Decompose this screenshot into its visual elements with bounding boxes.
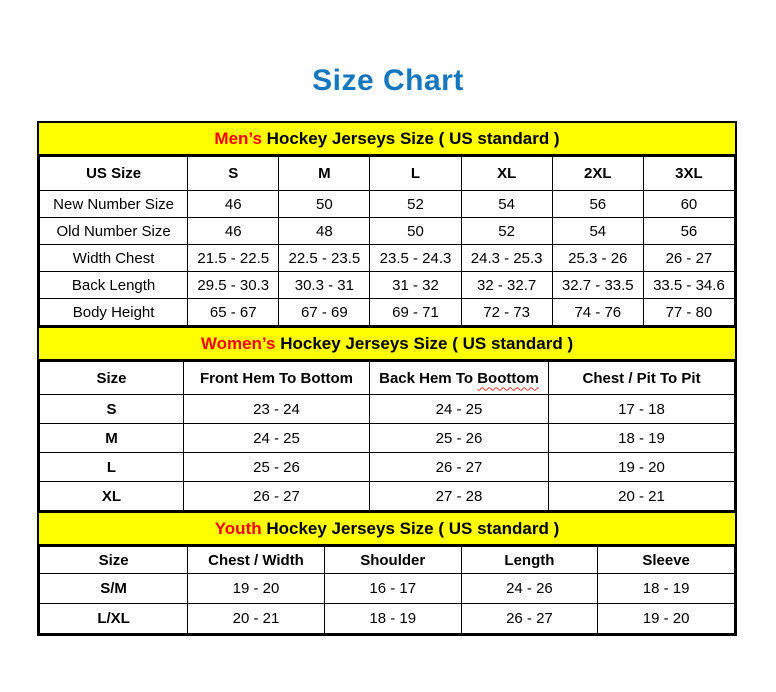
table-row <box>40 191 735 218</box>
cell: 23.5 - 24.3 <box>370 245 461 272</box>
row-label: Back Length <box>40 272 188 299</box>
column-header: Chest / Width <box>188 547 325 574</box>
cell: 19 - 20 <box>598 604 735 634</box>
table-body <box>40 574 735 634</box>
row-label: S/M <box>40 574 188 604</box>
table-row <box>40 299 735 326</box>
cell: 18 - 19 <box>324 604 461 634</box>
heading-text: Hockey Jerseys Size ( US standard ) <box>275 334 574 353</box>
heading-highlight: Men’s <box>214 129 262 148</box>
row-label: L/XL <box>40 604 188 634</box>
column-header: 2XL <box>552 157 643 191</box>
cell: 65 - 67 <box>188 299 279 326</box>
cell: 54 <box>552 218 643 245</box>
cell: 24 - 26 <box>461 574 598 604</box>
section-mens <box>39 123 735 326</box>
table-row <box>40 604 735 634</box>
cell: 20 - 21 <box>188 604 325 634</box>
heading-highlight: Women’s <box>200 334 276 353</box>
column-header: Size <box>40 547 188 574</box>
row-label: M <box>40 424 184 453</box>
column-header: Back Hem To Boottom <box>369 362 548 395</box>
cell: 16 - 17 <box>324 574 461 604</box>
size-chart-tables <box>37 121 737 636</box>
row-label: S <box>40 395 184 424</box>
cell: 48 <box>279 218 370 245</box>
table-body <box>40 191 735 326</box>
row-label: XL <box>40 482 184 511</box>
cell: 72 - 73 <box>461 299 552 326</box>
cell: 60 <box>643 191 734 218</box>
table-mens <box>39 156 735 326</box>
cell: 26 - 27 <box>643 245 734 272</box>
cell: 31 - 32 <box>370 272 461 299</box>
column-header: L <box>370 157 461 191</box>
cell: 25 - 26 <box>369 424 548 453</box>
cell: 32 - 32.7 <box>461 272 552 299</box>
cell: 26 - 27 <box>461 604 598 634</box>
cell: 30.3 - 31 <box>279 272 370 299</box>
heading-text: Hockey Jerseys Size ( US standard ) <box>261 519 560 538</box>
row-label: Body Height <box>40 299 188 326</box>
cell: 27 - 28 <box>369 482 548 511</box>
cell: 18 - 19 <box>549 424 735 453</box>
cell: 26 - 27 <box>369 453 548 482</box>
page-title: Size Chart <box>312 64 464 97</box>
row-label: Width Chest <box>40 245 188 272</box>
table-row <box>40 218 735 245</box>
cell: 52 <box>370 191 461 218</box>
table-youth <box>39 546 735 634</box>
column-header: Shoulder <box>324 547 461 574</box>
cell: 54 <box>461 191 552 218</box>
table-header-row <box>40 157 735 191</box>
header-row <box>40 362 735 395</box>
cell: 17 - 18 <box>549 395 735 424</box>
cell: 46 <box>188 218 279 245</box>
column-header: Front Hem To Bottom <box>184 362 370 395</box>
table-header-row <box>40 362 735 395</box>
cell: 19 - 20 <box>188 574 325 604</box>
cell: 25 - 26 <box>184 453 370 482</box>
cell: 74 - 76 <box>552 299 643 326</box>
header-row <box>40 157 735 191</box>
cell: 29.5 - 30.3 <box>188 272 279 299</box>
table-womens <box>39 361 735 511</box>
table-row <box>40 245 735 272</box>
table-row <box>40 395 735 424</box>
table-row <box>40 574 735 604</box>
header-row <box>40 547 735 574</box>
column-header: Length <box>461 547 598 574</box>
cell: 20 - 21 <box>549 482 735 511</box>
heading-text: Hockey Jerseys Size ( US standard ) <box>261 129 560 148</box>
column-header: Size <box>40 362 184 395</box>
cell: 26 - 27 <box>184 482 370 511</box>
table-row <box>40 272 735 299</box>
cell: 56 <box>552 191 643 218</box>
cell: 69 - 71 <box>370 299 461 326</box>
column-header: M <box>279 157 370 191</box>
cell: 33.5 - 34.6 <box>643 272 734 299</box>
cell: 50 <box>370 218 461 245</box>
column-header: 3XL <box>643 157 734 191</box>
table-header-row <box>40 547 735 574</box>
cell: 19 - 20 <box>549 453 735 482</box>
section-womens <box>39 326 735 511</box>
row-label: Old Number Size <box>40 218 188 245</box>
cell: 32.7 - 33.5 <box>552 272 643 299</box>
column-header: Sleeve <box>598 547 735 574</box>
cell: 24 - 25 <box>369 395 548 424</box>
cell: 67 - 69 <box>279 299 370 326</box>
column-header: XL <box>461 157 552 191</box>
heading-highlight: Youth <box>214 519 262 538</box>
misspelled-word: Boottom <box>477 369 539 387</box>
section-heading-youth <box>39 511 735 546</box>
cell: 56 <box>643 218 734 245</box>
column-header: S <box>188 157 279 191</box>
cell: 46 <box>188 191 279 218</box>
cell: 18 - 19 <box>598 574 735 604</box>
row-label: L <box>40 453 184 482</box>
column-header: US Size <box>40 157 188 191</box>
cell: 24.3 - 25.3 <box>461 245 552 272</box>
section-youth <box>39 511 735 634</box>
table-body <box>40 395 735 511</box>
cell: 25.3 - 26 <box>552 245 643 272</box>
cell: 52 <box>461 218 552 245</box>
cell: 23 - 24 <box>184 395 370 424</box>
section-heading-mens <box>39 123 735 156</box>
table-row <box>40 424 735 453</box>
table-row <box>40 453 735 482</box>
column-header: Chest / Pit To Pit <box>549 362 735 395</box>
cell: 24 - 25 <box>184 424 370 453</box>
cell: 77 - 80 <box>643 299 734 326</box>
section-heading-womens <box>39 326 735 361</box>
cell: 22.5 - 23.5 <box>279 245 370 272</box>
cell: 50 <box>279 191 370 218</box>
row-label: New Number Size <box>40 191 188 218</box>
table-row <box>40 482 735 511</box>
cell: 21.5 - 22.5 <box>188 245 279 272</box>
